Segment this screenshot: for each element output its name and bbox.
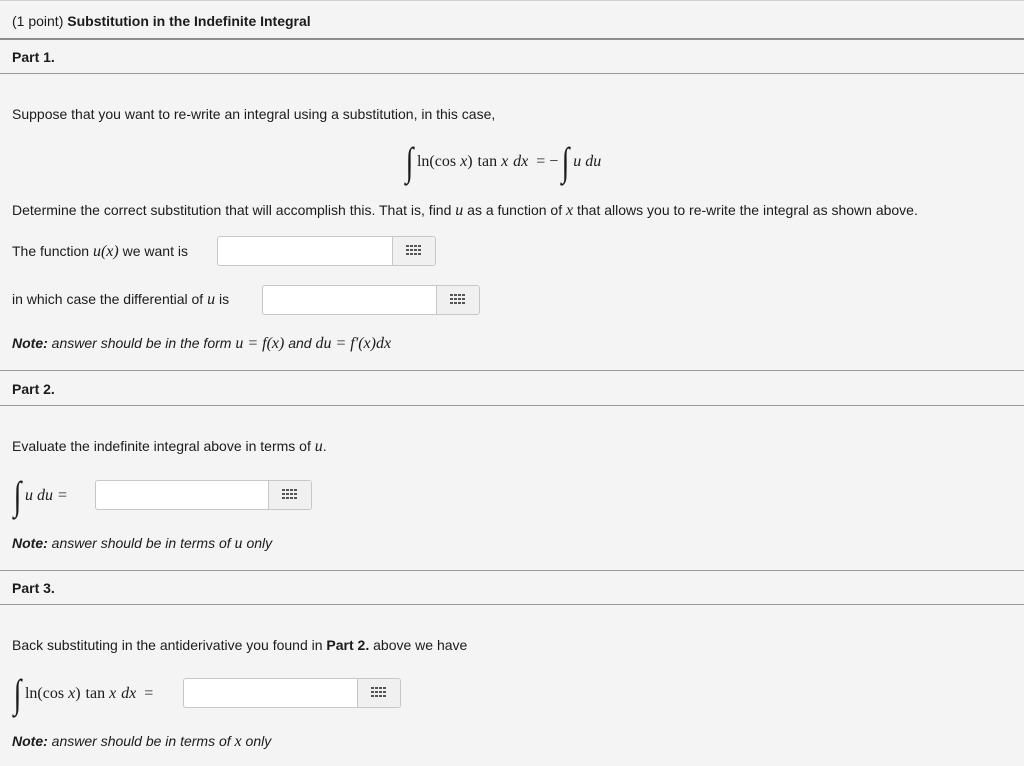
eq-udu: u du xyxy=(573,153,602,170)
part3-label: Part 3. xyxy=(12,580,55,596)
integral-sign: ∫ xyxy=(13,671,22,716)
eq-tan: tan xyxy=(477,153,498,170)
u-label: The function u(x) we want is xyxy=(12,243,188,260)
eq-x1: x xyxy=(460,153,468,170)
eq-close: ) xyxy=(467,153,473,170)
part1-intro: Suppose that you want to re-write an integral using a substitution, in this case, xyxy=(12,106,496,122)
u-answer-input[interactable] xyxy=(218,237,394,265)
equation-editor-button[interactable] xyxy=(392,237,435,265)
integral-sign-2: ∫ xyxy=(561,139,570,184)
display-equation xyxy=(404,140,601,184)
problem-header xyxy=(12,13,311,29)
grid-icon xyxy=(406,245,422,257)
part3-top-divider xyxy=(0,570,1024,571)
part1-note: Note: answer should be in the form u = f(x) and du = f′(x)dx xyxy=(12,335,392,352)
du-answer-input[interactable] xyxy=(263,286,438,314)
part2-top-divider xyxy=(0,370,1024,371)
part3-equation: ∫ ln(cos x ) tan x dx = xyxy=(13,671,154,716)
eq-dx: dx xyxy=(513,153,529,170)
problem-title: Substitution in the Indefinite Integral xyxy=(67,13,311,29)
part2-prompt: Evaluate the indefinite integral above in terms of u. xyxy=(12,438,327,455)
du-answer-box xyxy=(262,285,480,315)
part2-label: Part 2. xyxy=(12,381,55,397)
part2-answer-box xyxy=(95,480,312,510)
part1-label: Part 1. xyxy=(12,49,55,65)
part3-divider xyxy=(0,604,1024,605)
integral-sign: ∫ xyxy=(405,139,414,184)
equation-editor-button[interactable] xyxy=(357,679,400,707)
part3-note: Note: answer should be in terms of x only xyxy=(12,733,272,750)
du-label: in which case the differential of u is xyxy=(12,291,230,308)
part3-answer-box xyxy=(183,678,401,708)
integral-sign: ∫ xyxy=(13,473,22,518)
u-answer-box xyxy=(217,236,436,266)
part3-prompt: Back substituting in the antiderivative you found in Part 2. above we have xyxy=(12,637,468,653)
part2-divider xyxy=(0,405,1024,406)
grid-icon xyxy=(450,294,466,306)
header-divider xyxy=(0,38,1024,40)
part1-instruction: Determine the correct substitution that will accomplish this. That is, find u as a function of x that allows you to re-write the integral as shown above. xyxy=(12,202,918,219)
part1-divider xyxy=(0,73,1024,74)
equation-editor-button[interactable] xyxy=(436,286,479,314)
eq-x2: x xyxy=(501,153,509,170)
part2-note: Note: answer should be in terms of u only xyxy=(12,535,273,552)
eq-equals: = − xyxy=(536,153,559,170)
grid-icon xyxy=(282,489,298,501)
grid-icon xyxy=(371,687,387,699)
part3-answer-input[interactable] xyxy=(184,679,359,707)
equation-editor-button[interactable] xyxy=(268,481,311,509)
eq-ln: ln(cos xyxy=(416,153,457,170)
problem-points: (1 point) xyxy=(12,13,64,29)
part2-equation: ∫ u du = xyxy=(13,473,68,518)
part2-answer-input[interactable] xyxy=(96,481,270,509)
